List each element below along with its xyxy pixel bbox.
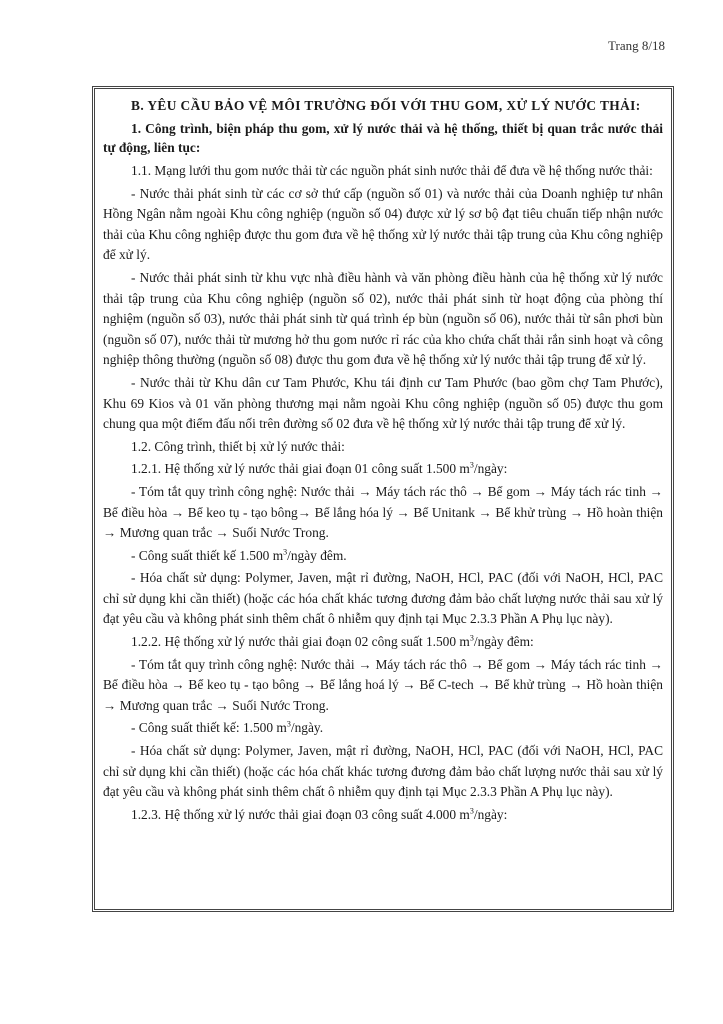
item-1-2-2-capacity-text: - Công suất thiết kế: 1.500 m — [131, 720, 287, 736]
item-1-2-1-capacity-unit: /ngày đêm. — [287, 547, 347, 563]
item-1-1-paragraph-c: - Nước thải từ Khu dân cư Tam Phước, Khu tái định cư Tam Phước (bao gồm chợ Tam Phước), Khu 69 Kios và 01 văn phòng thương mại nằm ngoài Khu công nghiệp (nguồn số 05) được thu gom chung qua một điểm đấu nối trên đường số 02 đưa về hệ thống xử lý nước thải tập trung để xử lý. — [103, 374, 663, 432]
item-1-2-2-capacity — [103, 718, 663, 739]
item-1-2: 1.2. Công trình, thiết bị xử lý nước thải: — [131, 438, 345, 454]
item-1-1-paragraph-b: - Nước thải phát sinh từ khu vực nhà điều hành và văn phòng điều hành của hệ thống xử lý nước thải tập trung của Khu công nghiệp (nguồn số 02), nước thải phát sinh từ hoạt động của phòng thí nghiệm (nguồn số 03), nước thải phát sinh từ quá trình ép bùn (nguồn số 06), nước thải từ sân phơi bùn (nguồn số 07), nước thải từ mương hở thu gom nước rỉ rác của kho chứa chất thải rắn sinh hoạt và công nghiệp thông thường (nguồn số 08) được thu gom đưa về hệ thống xử lý nước thải tập trung để xử lý. — [103, 269, 663, 368]
item-1-2-1-text: 1.2.1. Hệ thống xử lý nước thải giai đoạn 01 công suất 1.500 m — [131, 461, 470, 477]
item-1-2-2-process: - Tóm tắt quy trình công nghệ: Nước thải → Máy tách rác thô → Bể gom → Máy tách rác tinh → Bể điều hòa → Bể keo tụ - tạo bông → Bể lắng hoá lý → Bể C-tech → Bể khử trùng → Hồ hoàn thiện → Mương quan trắc → Suối Nước Trong. — [103, 656, 663, 713]
item-1-2-1-heading — [103, 459, 663, 480]
item-1-2-2-heading — [103, 632, 663, 653]
item-1-1: 1.1. Mạng lưới thu gom nước thải từ các nguồn phát sinh nước thải để đưa về hệ thống nước thải: — [131, 163, 653, 178]
item-1-2-2-text: 1.2.2. Hệ thống xử lý nước thải giai đoạn 02 công suất 1.500 m — [131, 634, 470, 650]
superscript-3: 3 — [469, 633, 474, 643]
superscript-3: 3 — [469, 806, 474, 816]
item-1-2-2-capacity-unit: /ngày. — [290, 720, 324, 736]
item-1-2-3-heading — [103, 805, 663, 826]
item-1-2-1-capacity-text: - Công suất thiết kế 1.500 m — [131, 547, 284, 563]
section-b-title: B. YÊU CẦU BẢO VỆ MÔI TRƯỜNG ĐỐI VỚI THU GOM, XỬ LÝ NƯỚC THẢI: — [131, 98, 641, 113]
item-1-1-paragraph-a: - Nước thải phát sinh từ các cơ sở thứ cấp (nguồn số 01) và nước thải của Doanh nghiệp tư nhân Hồng Ngân nằm ngoài Khu công nghiệp (nguồn số 04) được xử lý sơ bộ đạt tiêu chuẩn tiếp nhận nước thải của Khu công nghiệp được thu gom đưa về hệ thống xử lý nước thải tập trung của Khu công nghiệp để xử lý. — [103, 185, 663, 263]
item-1-2-2-unit: /ngày đêm: — [473, 634, 534, 650]
item-1-2-3-unit: /ngày: — [473, 806, 508, 822]
superscript-3: 3 — [286, 719, 291, 729]
subsection-1-title: 1. Công trình, biện pháp thu gom, xử lý nước thải và hệ thống, thiết bị quan trắc nước thải tự động, liên tục: — [103, 121, 663, 155]
page-number: Trang 8/18 — [608, 38, 665, 53]
item-1-2-1-unit: /ngày: — [473, 461, 508, 477]
superscript-3: 3 — [283, 547, 288, 557]
item-1-2-2-chemicals: - Hóa chất sử dụng: Polymer, Javen, mật rỉ đường, NaOH, HCl, PAC (đối với NaOH, HCl, PAC chỉ sử dụng khi cần thiết) (hoặc các hóa chất khác tương đương đảm bảo chất lượng nước thải sau xử lý đạt yêu cầu và không phát sinh thêm chất ô nhiễm quy định tại Mục 2.3.3 Phần A Phụ lục này). — [103, 743, 663, 800]
item-1-2-3-text: 1.2.3. Hệ thống xử lý nước thải giai đoạn 03 công suất 4.000 m — [131, 806, 470, 822]
item-1-2-1-process: - Tóm tắt quy trình công nghệ: Nước thải → Máy tách rác thô → Bể gom → Máy tách rác tinh → Bể điều hòa → Bể keo tụ - tạo bông→ Bể lắng hóa lý → Bể Unitank → Bể khử trùng → Hồ hoàn thiện → Mương quan trắc → Suối Nước Trong. — [103, 483, 663, 541]
item-1-2-1-capacity — [103, 546, 663, 567]
item-1-2-1-chemicals: - Hóa chất sử dụng: Polymer, Javen, mật rỉ đường, NaOH, HCl, PAC (đối với NaOH, HCl, PAC chỉ sử dụng khi cần thiết) (hoặc các hóa chất khác tương đương đảm bảo chất lượng nước thải sau xử lý đạt yêu cầu và không phát sinh thêm chất ô nhiễm quy định tại Mục 2.3.3 Phần A Phụ lục này). — [103, 570, 663, 627]
bordered-content-frame — [92, 86, 674, 912]
superscript-3: 3 — [469, 460, 474, 470]
